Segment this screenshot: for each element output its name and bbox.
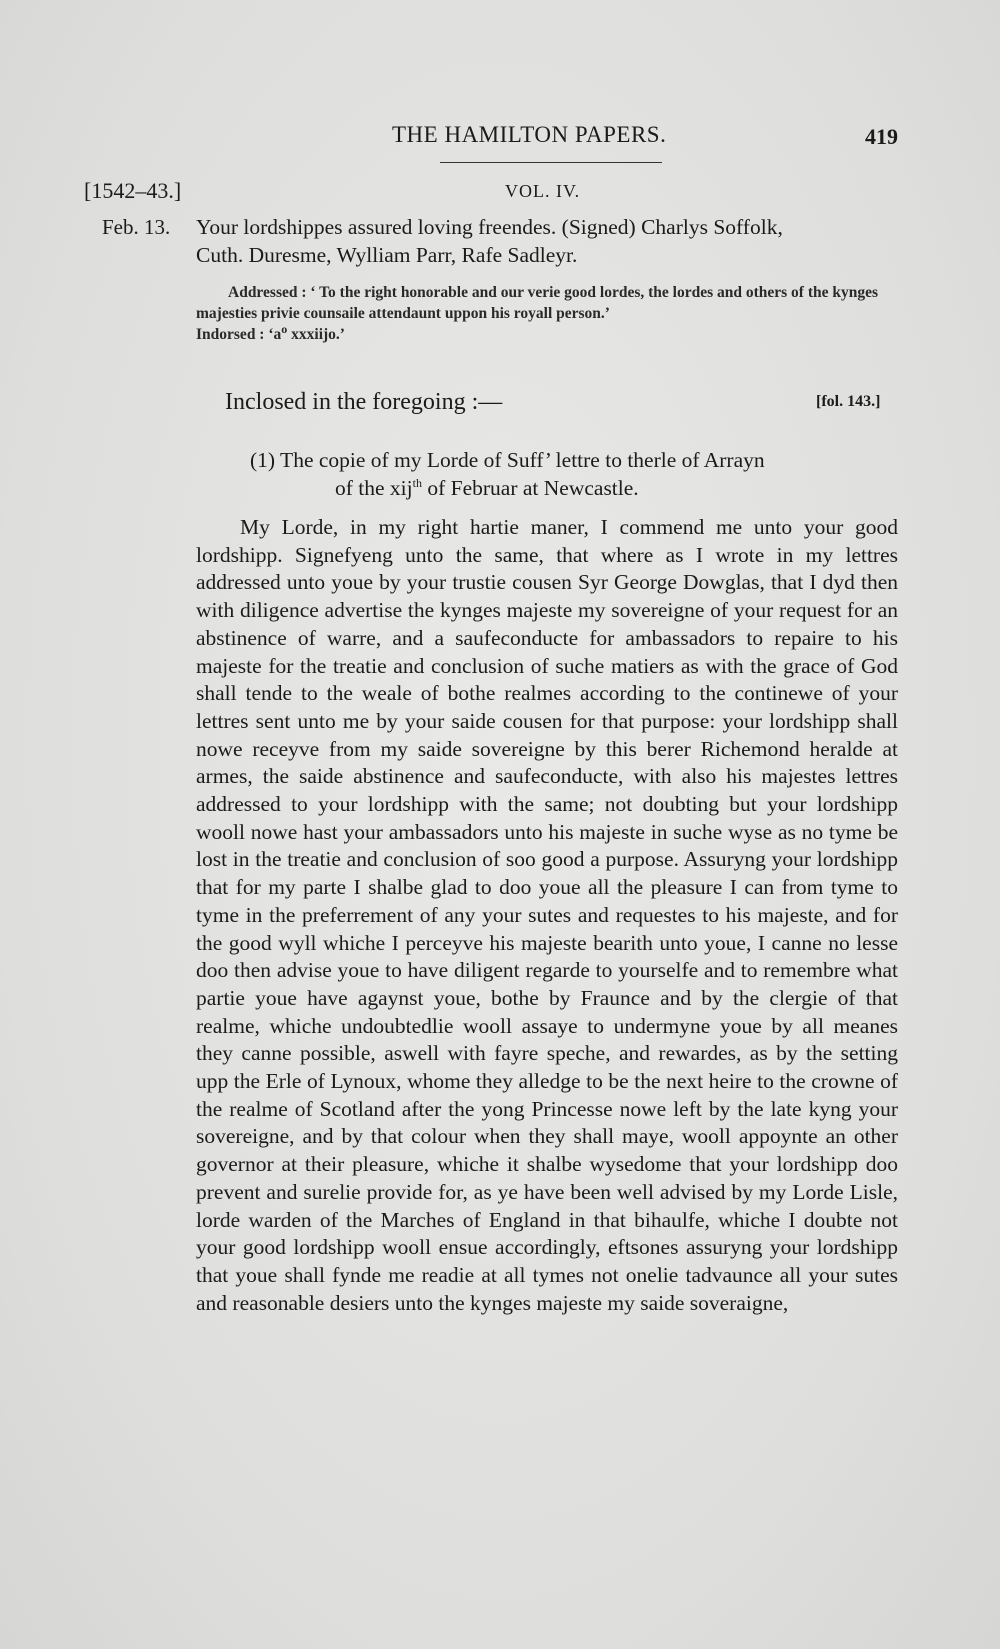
letter-body: My Lorde, in my right hartie maner, I commend me unto your good lordshipp. Signefyeng unto the same, that where as I wrote in my lettres addressed unto youe by your trustie cousen Syr George Dowglas, that I dyd then with diligence advertise the kynges majeste my sovereigne of your request for an abstinence of warre, and a saufeconducte for ambassadors to repaire to his majeste for the treatie and conclusion of suche matiers as with the grace of God shall tende to the weale of bothe realmes according to the continewe of your lettres sent unto me by your saide cousen for that purpose: your lordshipp shall nowe receyve from my saide sovereigne by this berer Richemond heralde at armes, the saide abstinence and saufeconducte, with also his majestes lettres addressed to your lordshipp with the same; not doubting but your lordshipp wooll nowe hast your ambassadors unto his majeste in suche wyse as no tyme be lost in the treatie and conclusion of soo good a purpose. Assuryng your lordshipp that for my parte I shalbe glad to doo youe all the pleasure I can from tyme to tyme in the preferrement of any your sutes and requestes to his majeste, and for the good wyll whiche I perceyve his majeste bearith unto youe, I canne no lesse doo then advise youe to have diligent regarde to yourselfe and to remembre what partie youe have agaynst youe, bothe by Fraunce and by the clergie of that realme, whiche undoubtedlie wooll assaye to undermyne youe by all meanes they canne possible, aswell with fayre speche, and rewardes, as by the setting upp the Erle of Lynoux, whome they alledge to be the next heire to the crowne of the realme of Scotland after the yong Princesse nowe left by the late kyng your sovereigne, and by that colour when they shall maye, wooll appoynte an other governor at their pleasure, whiche it shalbe wysedome that your lordshipp doo prevent and surelie provide for, as ye have been well advised by my Lorde Lisle, lorde warden of the Marches of England in that bihaulfe, whiche I doubte not your good lordshipp wooll ensue accordingly, eftsones assuryng your lordshipp that youe shall fynde me readie at all tymes not onelie tadvaunce all your sutes and reasonable desiers unto the kynges majeste my saide soveraigne, <box>196 515 898 1315</box>
indorsed-end: o.’ <box>328 326 345 343</box>
closing-line-2: Cuth. Duresme, Wylliam Parr, Rafe Sadleyr. <box>196 242 578 267</box>
indorsed-superscript: o <box>281 321 288 336</box>
date-range: [1542–43.] <box>84 178 182 203</box>
running-title: THE HAMILTON PAPERS. <box>392 122 667 147</box>
copy-title-superscript: th <box>412 475 422 490</box>
folio-reference: [fol. 143.] <box>816 393 881 410</box>
copy-title-line-2-b: of Februar at Newcastle. <box>421 476 639 500</box>
indorsed-suffix: xxxiij <box>287 326 329 343</box>
copy-title <box>250 446 910 502</box>
indorsed-note <box>196 321 898 345</box>
page-number: 419 <box>865 124 898 149</box>
copy-title-line-1: (1) The copie of my Lorde of Suff’ lettre to therle of Arrayn <box>250 448 765 472</box>
entry-date: Feb. 13. <box>102 215 171 239</box>
addressed-note: Addressed : ‘ To the right honorable and our verie good lordes, the lordes and others of the kynges majesties privie counsaile attendaunt uppon his royall person.’ <box>196 284 879 322</box>
copy-title-line-2 <box>250 474 910 502</box>
header-rule <box>440 162 662 163</box>
volume-label: VOL. IV. <box>505 181 581 201</box>
letter-closing <box>196 214 898 269</box>
indorsed-prefix: Indorsed : ‘a <box>196 326 282 343</box>
copy-title-line-2-a: of the xij <box>335 476 413 500</box>
enclosure-heading: Inclosed in the foregoing :— <box>225 389 503 415</box>
closing-line-1: Your lordshippes assured loving freendes. (Signed) Charlys Soffolk, <box>196 215 783 239</box>
